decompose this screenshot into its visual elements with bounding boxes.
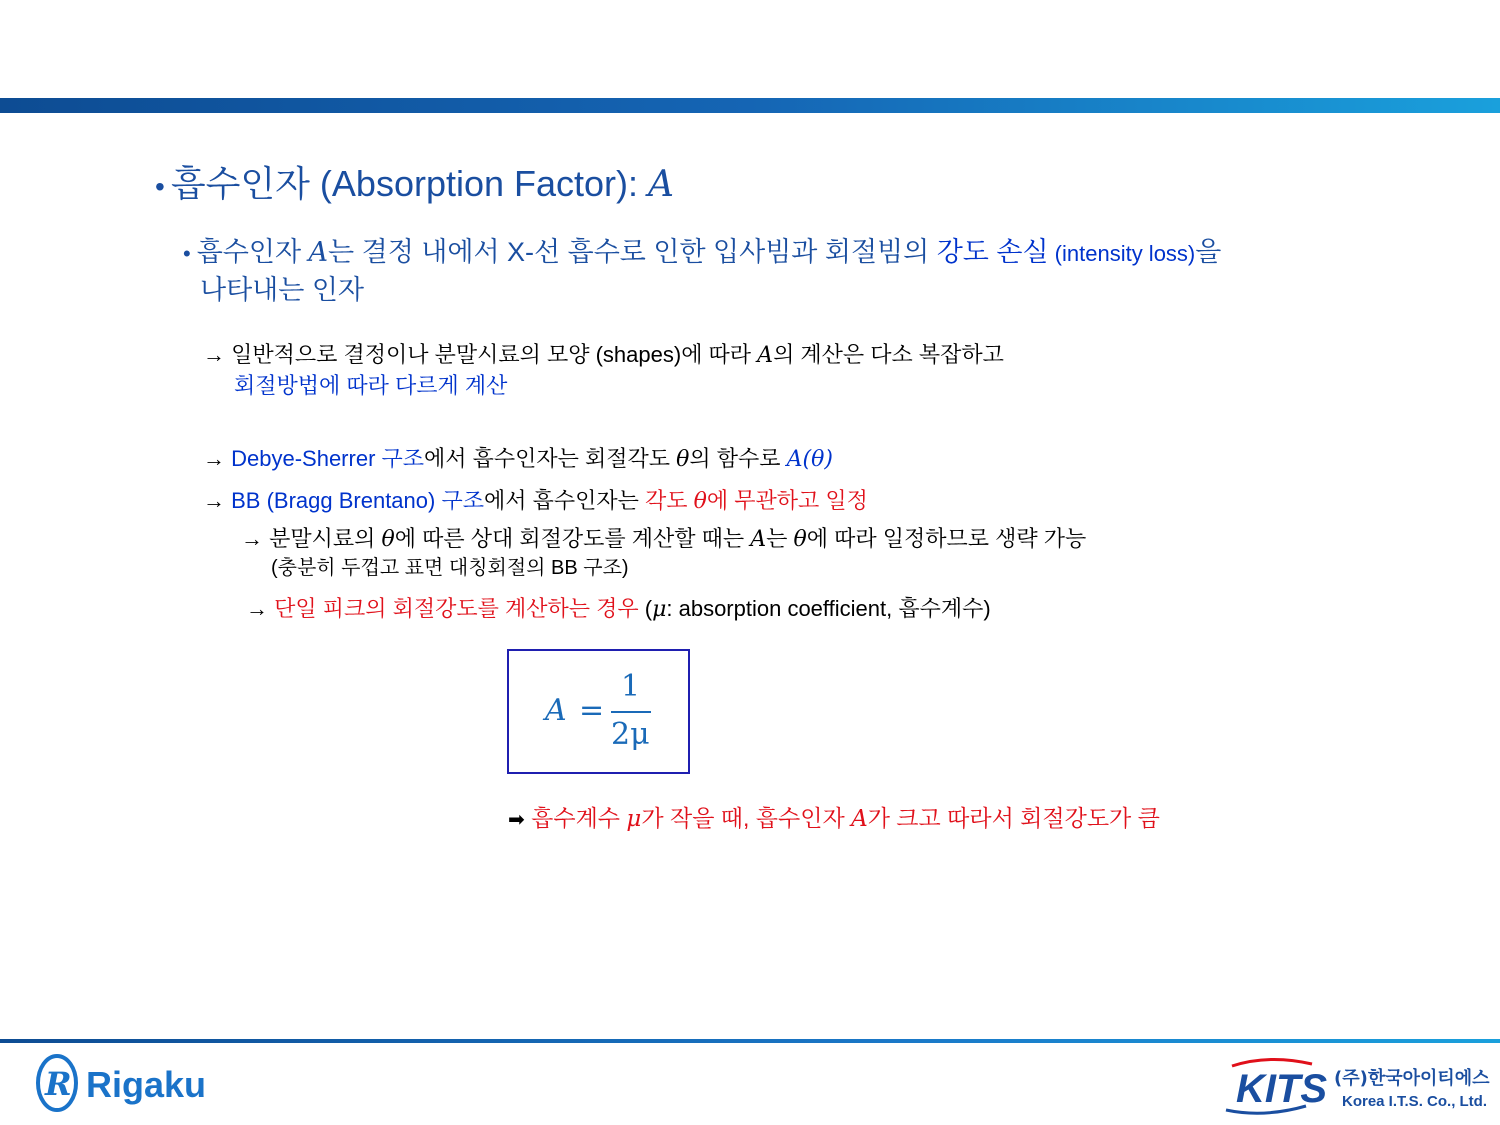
- arrow-icon: →: [241, 526, 263, 551]
- bullet: •: [155, 171, 165, 202]
- note-text: 에 따른 상대 회절강도를 계산할 때는: [394, 526, 751, 551]
- note-bragg-brentano: [203, 486, 868, 517]
- symbol-theta: θ: [693, 489, 707, 514]
- conclusion-text: 흡수계수: [524, 805, 627, 831]
- bb-highlight: BB (Bragg Brentano) 구조: [225, 488, 484, 513]
- note-relative-intensity: [241, 524, 1086, 581]
- fraction-bar: [611, 711, 651, 713]
- note-text: : absorption coefficient, 흡수계수): [666, 596, 991, 621]
- note-text: 에서 흡수인자는: [483, 488, 645, 513]
- conclusion-text: 가 크고 따라서 회절강도가 큼: [867, 805, 1160, 831]
- red-text: 각도: [644, 488, 694, 513]
- symbol-a: A: [757, 343, 774, 368]
- heading-symbol: A: [648, 164, 675, 205]
- symbol-a: A: [308, 237, 329, 268]
- absorption-formula: [509, 651, 688, 772]
- footer-line: [0, 1039, 1500, 1043]
- kits-english-name: Korea I.T.S. Co., Ltd.: [1342, 1093, 1488, 1110]
- note-text: 분말시료의: [263, 526, 382, 551]
- kits-korean-name: (주)한국아이티에스: [1334, 1068, 1490, 1089]
- heading-text: 흡수인자 (Absorption Factor):: [170, 163, 649, 204]
- symbol-mu: μ: [652, 597, 667, 622]
- definition-text: 흡수인자: [196, 237, 309, 267]
- note-text: 의 함수로: [689, 446, 787, 471]
- formula-equals: =: [579, 693, 605, 728]
- note-text: 에서 흡수인자는 회절각도: [424, 446, 677, 471]
- red-text: 단일 피크의 회절강도를 계산하는 경우: [268, 596, 639, 621]
- arrow-icon: →: [203, 446, 225, 471]
- note-text: (: [638, 596, 653, 621]
- rigaku-wordmark: Rigaku: [86, 1064, 207, 1105]
- formula-denominator: 2μ: [611, 717, 650, 752]
- kits-logo: [1224, 1056, 1490, 1121]
- note-text: 는: [766, 526, 794, 551]
- definition-text: 을: [1195, 237, 1222, 267]
- formula-numerator: 1: [621, 669, 641, 704]
- arrow-right-icon: ➡: [508, 809, 525, 831]
- note-single-peak: [246, 594, 991, 625]
- note-debye-sherrer: [203, 444, 833, 475]
- formula-lhs: A: [545, 693, 567, 728]
- symbol-a: A: [750, 527, 767, 552]
- symbol-mu: μ: [626, 806, 642, 832]
- function-a-theta: A(θ): [786, 447, 833, 472]
- intensity-loss-en: (intensity loss): [1048, 241, 1196, 266]
- debye-sherrer-highlight: Debye-Sherrer 구조: [225, 446, 425, 471]
- arrow-icon: →: [203, 342, 225, 367]
- symbol-a: A: [851, 806, 868, 832]
- note-line2: (충분히 두껍고 표면 대칭회절의 BB 구조): [271, 557, 629, 579]
- symbol-theta: θ: [793, 527, 807, 552]
- symbol-theta: θ: [676, 447, 690, 472]
- red-text: 에 무관하고 일정: [706, 488, 868, 513]
- note-text: 의 계산은 다소 복잡하고: [773, 342, 1004, 367]
- note-line2: 회절방법에 따라 다르게 계산: [234, 373, 508, 398]
- intensity-loss-highlight: 강도 손실: [936, 237, 1049, 267]
- conclusion: [508, 803, 1160, 835]
- header-bar: [0, 98, 1500, 113]
- note-text: 일반적으로 결정이나 분말시료의 모양 (shapes)에 따라: [225, 342, 758, 367]
- definition-line2: 나타내는 인자: [200, 275, 364, 305]
- symbol-theta: θ: [381, 527, 395, 552]
- note-text: 에 따라 일정하므로 생략 가능: [806, 526, 1087, 551]
- kits-wordmark: KITS: [1236, 1067, 1328, 1111]
- definition-bullet: [183, 234, 1363, 308]
- note-shape-dependence: [203, 340, 1004, 401]
- arrow-icon: →: [246, 596, 268, 621]
- definition-text: 는 결정 내에서 X-선 흡수로 인한 입사빔과 회절빔의: [328, 237, 937, 267]
- rigaku-logo: [34, 1053, 264, 1118]
- conclusion-text: 가 작을 때, 흡수인자: [641, 805, 852, 831]
- bullet: •: [183, 241, 191, 266]
- formula-box: [507, 649, 690, 774]
- arrow-icon: →: [203, 488, 225, 513]
- slide-heading: [155, 156, 674, 207]
- svg-text:R: R: [45, 1065, 72, 1103]
